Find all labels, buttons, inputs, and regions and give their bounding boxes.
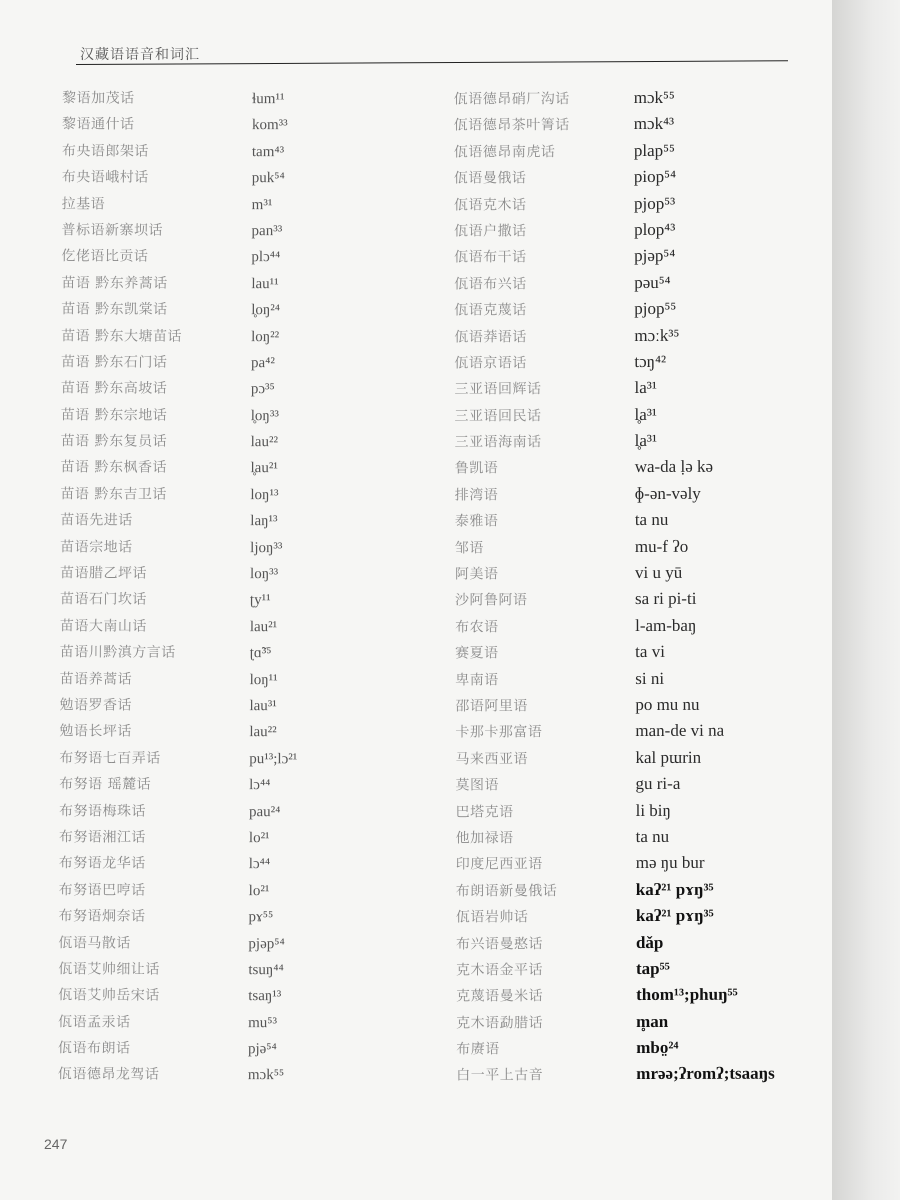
language-name: 三亚语回民话	[454, 407, 542, 425]
word-form: l̥oŋ³³	[250, 407, 279, 424]
language-name: 苗语 黔东大塘苗话	[61, 327, 183, 345]
word-form: mə ŋu bur	[635, 853, 705, 873]
word-form: lau¹¹	[251, 275, 279, 292]
language-name: 佤语户撒话	[454, 223, 527, 240]
word-form: lau²²	[249, 724, 277, 741]
word-form: mɔk⁵⁵	[633, 87, 675, 108]
language-name: 苗语 黔东凯棠话	[61, 301, 168, 318]
word-form: plɔ⁴⁴	[251, 249, 281, 266]
language-name: 苗语 黔东复员话	[60, 433, 168, 450]
running-header-title: 汉藏语语音和词汇	[80, 47, 200, 63]
word-form: li biŋ	[635, 800, 671, 820]
language-name: 克木语金平话	[455, 962, 544, 979]
word-form: tɔŋ⁴²	[634, 351, 667, 371]
word-entry-row	[60, 483, 400, 511]
word-entry-row	[60, 589, 400, 617]
language-name: 他加禄语	[455, 830, 514, 847]
word-form: l̥au²¹	[250, 460, 278, 477]
word-entry-row	[62, 114, 402, 142]
word-form: tsuŋ⁴⁴	[248, 961, 284, 979]
word-form: mu⁵³	[248, 1014, 278, 1031]
page-number: 247	[44, 1136, 68, 1152]
language-name: 佤语孟汞话	[58, 1013, 131, 1031]
language-name: 莫图语	[455, 777, 500, 794]
word-entry-row	[455, 536, 815, 563]
word-entry-row	[59, 905, 399, 933]
word-form: m̥an	[636, 1011, 669, 1031]
language-name: 布努语龙华话	[58, 855, 146, 872]
language-name: 布努语梅珠话	[58, 802, 147, 820]
word-entry-row	[455, 483, 815, 510]
word-entry-row	[60, 615, 400, 643]
word-entry-row	[62, 140, 402, 168]
language-name: 佤语布干话	[454, 249, 527, 266]
language-name: 佤语布兴话	[454, 276, 527, 293]
word-form: puk⁵⁴	[251, 170, 285, 187]
word-form: lo²¹	[248, 830, 270, 847]
word-entry-row	[454, 325, 814, 352]
language-name: 黎语通什话	[61, 116, 135, 133]
word-entry-row	[456, 1011, 816, 1038]
word-form: l̥a³¹	[634, 404, 658, 424]
word-entry-row	[455, 615, 815, 642]
word-entry-row	[60, 641, 400, 669]
language-name: 阿美语	[454, 566, 499, 583]
word-entry-row	[455, 563, 815, 590]
word-entry-row	[62, 87, 402, 115]
word-entry-row	[456, 1064, 816, 1091]
word-form: loŋ²²	[251, 328, 280, 345]
word-form: mbo̤²⁴	[636, 1037, 679, 1058]
word-entry-row	[454, 140, 814, 167]
word-form: tap⁵⁵	[635, 958, 670, 978]
language-name: 佤语克蔑话	[454, 302, 527, 319]
word-entry-row	[456, 985, 816, 1012]
word-entry-row	[60, 562, 400, 590]
word-entry-row	[61, 272, 401, 300]
word-entry-row	[456, 826, 816, 853]
language-name: 三亚语海南话	[454, 434, 542, 451]
word-form: mɔːk³⁵	[634, 325, 680, 345]
word-form: laŋ¹³	[250, 513, 278, 530]
word-entry-row	[58, 1011, 398, 1039]
language-name: 沙阿鲁阿语	[455, 592, 528, 609]
word-form: si ni	[635, 668, 665, 688]
word-entry-row	[60, 668, 400, 696]
word-entry-row	[455, 774, 815, 801]
language-name: 苗语 黔东养蒿话	[61, 274, 168, 292]
word-entry-row	[59, 853, 399, 881]
word-entry-row	[456, 958, 816, 985]
word-form: pɔ³⁵	[250, 381, 275, 398]
word-entry-row	[456, 906, 816, 933]
word-entry-row	[58, 958, 398, 986]
word-entry-row	[455, 721, 815, 748]
word-entry-row	[59, 773, 399, 801]
language-name: 拉基语	[61, 195, 106, 213]
word-entry-row	[455, 642, 815, 669]
word-entry-row	[454, 351, 814, 378]
word-form: ɸ-ən-vəly	[634, 483, 701, 503]
language-name: 苗语 黔东吉卫话	[60, 486, 167, 503]
language-name: 苗语 黔东枫香话	[60, 459, 168, 477]
word-entry-row	[454, 219, 814, 246]
word-form: ʈɑ̃³⁵	[249, 645, 272, 662]
word-entry-row	[61, 378, 401, 406]
word-entry-row	[455, 747, 815, 774]
word-entry-row	[59, 826, 399, 854]
word-form: piop⁵⁴	[633, 167, 677, 187]
word-form: pu¹³;lɔ²¹	[249, 750, 298, 768]
word-form: sa ri pi-ti	[635, 589, 697, 609]
word-entry-row	[456, 1038, 816, 1065]
word-form: tsaŋ¹³	[248, 988, 282, 1005]
word-form: pjə⁵⁴	[247, 1041, 277, 1058]
language-name: 布赓语	[456, 1041, 500, 1058]
word-form: po mu nu	[635, 694, 700, 714]
word-form: l-am-baŋ	[635, 615, 697, 635]
language-name: 克木语勐腊话	[456, 1014, 544, 1032]
word-form: pəu⁵⁴	[634, 272, 671, 292]
language-name: 佤语克木话	[453, 196, 527, 214]
word-entry-row	[454, 272, 814, 299]
word-entry-row	[454, 114, 814, 141]
language-name: 布朗语新曼俄话	[455, 882, 558, 900]
language-name: 布央语郎架话	[61, 143, 149, 160]
word-form: kom³³	[251, 117, 288, 134]
facing-page-edge	[832, 0, 900, 1200]
word-entry-row	[456, 800, 816, 827]
language-name: 苗语大南山话	[59, 618, 147, 635]
word-form: pjop⁵³	[633, 193, 676, 213]
language-name: 苗语养蒿话	[59, 670, 133, 688]
language-name: 苗语 黔东高坡话	[60, 380, 168, 398]
word-form: kal pɯrin	[635, 747, 702, 767]
word-entry-row	[61, 298, 401, 326]
language-name: 泰雅语	[454, 513, 499, 530]
language-name: 勉语罗香话	[59, 697, 133, 714]
language-name: 佤语布朗话	[57, 1040, 131, 1057]
word-entry-row	[59, 879, 399, 907]
word-entry-row	[58, 932, 398, 960]
word-form: m³¹	[251, 196, 273, 213]
language-name: 佤语马散话	[58, 934, 131, 952]
language-name: 苗语先进话	[60, 512, 133, 529]
language-name: 佤语艾帅岳宋话	[58, 987, 160, 1004]
language-name: 佤语岩帅话	[455, 909, 529, 926]
word-form: loŋ¹¹	[249, 671, 278, 688]
language-name: 布努语巴哼话	[58, 881, 146, 899]
word-form: l̥a³¹	[634, 431, 658, 451]
language-name: 卑南语	[455, 671, 499, 689]
word-entry-row	[62, 166, 402, 194]
language-name: 白一平上古音	[456, 1067, 544, 1084]
word-entry-row	[61, 219, 401, 247]
word-form: tam⁴³	[251, 143, 285, 161]
word-entry-row	[61, 430, 401, 458]
language-name: 布农语	[455, 619, 499, 636]
word-form: pan³³	[251, 223, 283, 240]
word-entry-row	[60, 536, 400, 564]
word-entry-row	[62, 193, 402, 221]
word-form: lau²¹	[249, 618, 278, 636]
language-name: 鲁凯语	[454, 460, 499, 477]
word-form: l̥oŋ²⁴	[251, 302, 281, 319]
language-name: 布努语湘江话	[58, 829, 146, 846]
word-form: lau³¹	[249, 698, 277, 715]
word-form: pa⁴²	[250, 354, 275, 372]
word-entry-row	[455, 457, 815, 484]
language-name: 普标语新寨坝话	[61, 222, 164, 239]
word-entry-row	[61, 404, 401, 432]
word-entry-row	[59, 800, 399, 828]
word-entry-row	[58, 985, 398, 1013]
word-entry-row	[455, 431, 815, 458]
language-name: 苗语 黔东石门话	[60, 354, 168, 371]
word-form: kaʔ²¹ pɤŋ³⁵	[635, 905, 714, 926]
word-form: pɤ⁵⁵	[248, 909, 274, 926]
word-form: mɔk⁵⁵	[247, 1067, 285, 1084]
word-entry-row	[58, 1037, 398, 1065]
language-name: 佤语德昂南虎话	[453, 143, 556, 161]
word-form: man-de vi na	[635, 721, 725, 741]
word-form: ta nu	[634, 510, 669, 530]
word-entry-row	[59, 721, 399, 749]
word-entry-row	[60, 457, 400, 485]
language-name: 苗语腊乙坪话	[60, 565, 148, 582]
language-name: 排湾语	[454, 487, 499, 504]
word-form: mɔk⁴³	[633, 114, 675, 134]
word-entry-row	[60, 510, 400, 538]
word-entry-row	[59, 747, 399, 775]
language-name: 苗语宗地话	[60, 538, 133, 556]
word-form: gu ri-a	[635, 774, 681, 794]
word-form: pjəp⁵⁴	[634, 246, 676, 266]
language-name: 马来西亚语	[455, 751, 528, 768]
word-entry-row	[454, 193, 814, 220]
language-name: 苗语川黔滇方言话	[59, 644, 176, 661]
word-form: pjəp⁵⁴	[248, 935, 285, 952]
word-entry-row	[61, 351, 401, 379]
word-form: dǎp	[635, 932, 664, 952]
language-name: 苗语 黔东宗地话	[60, 406, 168, 424]
language-name: 三亚语回辉话	[454, 381, 542, 398]
language-name: 布努语 瑶麓话	[59, 776, 152, 793]
word-entry-row	[456, 879, 816, 906]
language-name: 巴塔克语	[455, 803, 514, 821]
word-form: mrəə;ʔromʔ;tsaaŋs	[636, 1064, 775, 1084]
word-entry-row	[454, 88, 814, 115]
word-form: ɬum¹¹	[252, 91, 285, 108]
word-form: ta nu	[635, 826, 670, 846]
word-entry-row	[455, 668, 815, 695]
word-entry-row	[454, 246, 814, 273]
language-name: 卡那卡那富语	[455, 724, 543, 741]
right-word-column	[454, 88, 817, 1092]
word-form: kaʔ²¹ pɤŋ³⁵	[635, 879, 714, 899]
word-form: plap⁵⁵	[633, 140, 676, 160]
word-form: loŋ¹³	[250, 486, 279, 504]
language-name: 邹语	[454, 540, 484, 557]
word-form: ʈy¹¹	[249, 592, 271, 609]
word-entry-row	[454, 378, 814, 405]
language-name: 佤语德昂茶叶箐话	[453, 117, 570, 134]
word-form: lo²¹	[248, 882, 270, 899]
word-form: la³¹	[634, 378, 657, 398]
word-form: plop⁴³	[634, 219, 676, 239]
word-entry-row	[455, 589, 815, 616]
word-form: lɔ⁴⁴	[249, 777, 271, 794]
word-entry-row	[455, 695, 815, 722]
language-name: 佤语曼俄话	[453, 170, 527, 187]
word-entry-row	[59, 694, 399, 722]
word-entry-row	[61, 246, 401, 274]
language-name: 勉语长坪话	[59, 723, 132, 740]
word-form: pau²⁴	[248, 803, 281, 820]
language-name: 苗语石门坎话	[59, 591, 147, 609]
word-entry-row	[456, 932, 816, 959]
language-name: 黎语加茂话	[62, 90, 135, 107]
language-name: 布努语七百弄话	[59, 750, 161, 767]
word-entry-row	[61, 325, 401, 353]
language-name: 佤语莽语话	[454, 328, 527, 345]
language-name: 布努语炯奈话	[58, 908, 146, 925]
language-name: 佤语德昂硝厂沟话	[453, 91, 570, 108]
language-name: 邵语阿里语	[455, 698, 528, 715]
word-form: ta vi	[635, 642, 665, 662]
word-form: ljoŋ³³	[250, 539, 283, 556]
word-entry-row	[456, 853, 816, 880]
word-entry-row	[455, 404, 815, 431]
word-entry-row	[454, 299, 814, 326]
language-name: 布兴语曼憨话	[455, 935, 543, 952]
word-form: pjop⁵⁵	[634, 299, 677, 319]
left-word-column	[58, 87, 402, 1091]
word-form: lɔ⁴⁴	[248, 856, 271, 873]
language-name: 布央语峨村话	[61, 169, 149, 186]
word-form: loŋ³³	[250, 566, 279, 583]
word-form: mu-f ʔo	[634, 536, 689, 556]
language-name: 佤语京语话	[454, 355, 527, 372]
word-entry-row	[58, 1064, 398, 1092]
word-form: wa-da ḷə kə	[634, 457, 714, 477]
word-form: vi u yū	[634, 562, 683, 583]
word-form: lau²²	[250, 434, 279, 451]
language-name: 佤语艾帅细让话	[58, 961, 160, 978]
word-form: thom¹³;phuŋ⁵⁵	[636, 985, 738, 1005]
word-entry-row	[455, 510, 815, 537]
language-name: 印度尼西亚语	[455, 856, 543, 873]
language-name: 佤语德昂龙驾话	[57, 1066, 160, 1084]
word-entry-row	[454, 167, 814, 194]
language-name: 仡佬语比贡话	[61, 248, 149, 265]
language-name: 赛夏语	[455, 645, 499, 662]
language-name: 克蔑语曼米话	[456, 988, 544, 1005]
